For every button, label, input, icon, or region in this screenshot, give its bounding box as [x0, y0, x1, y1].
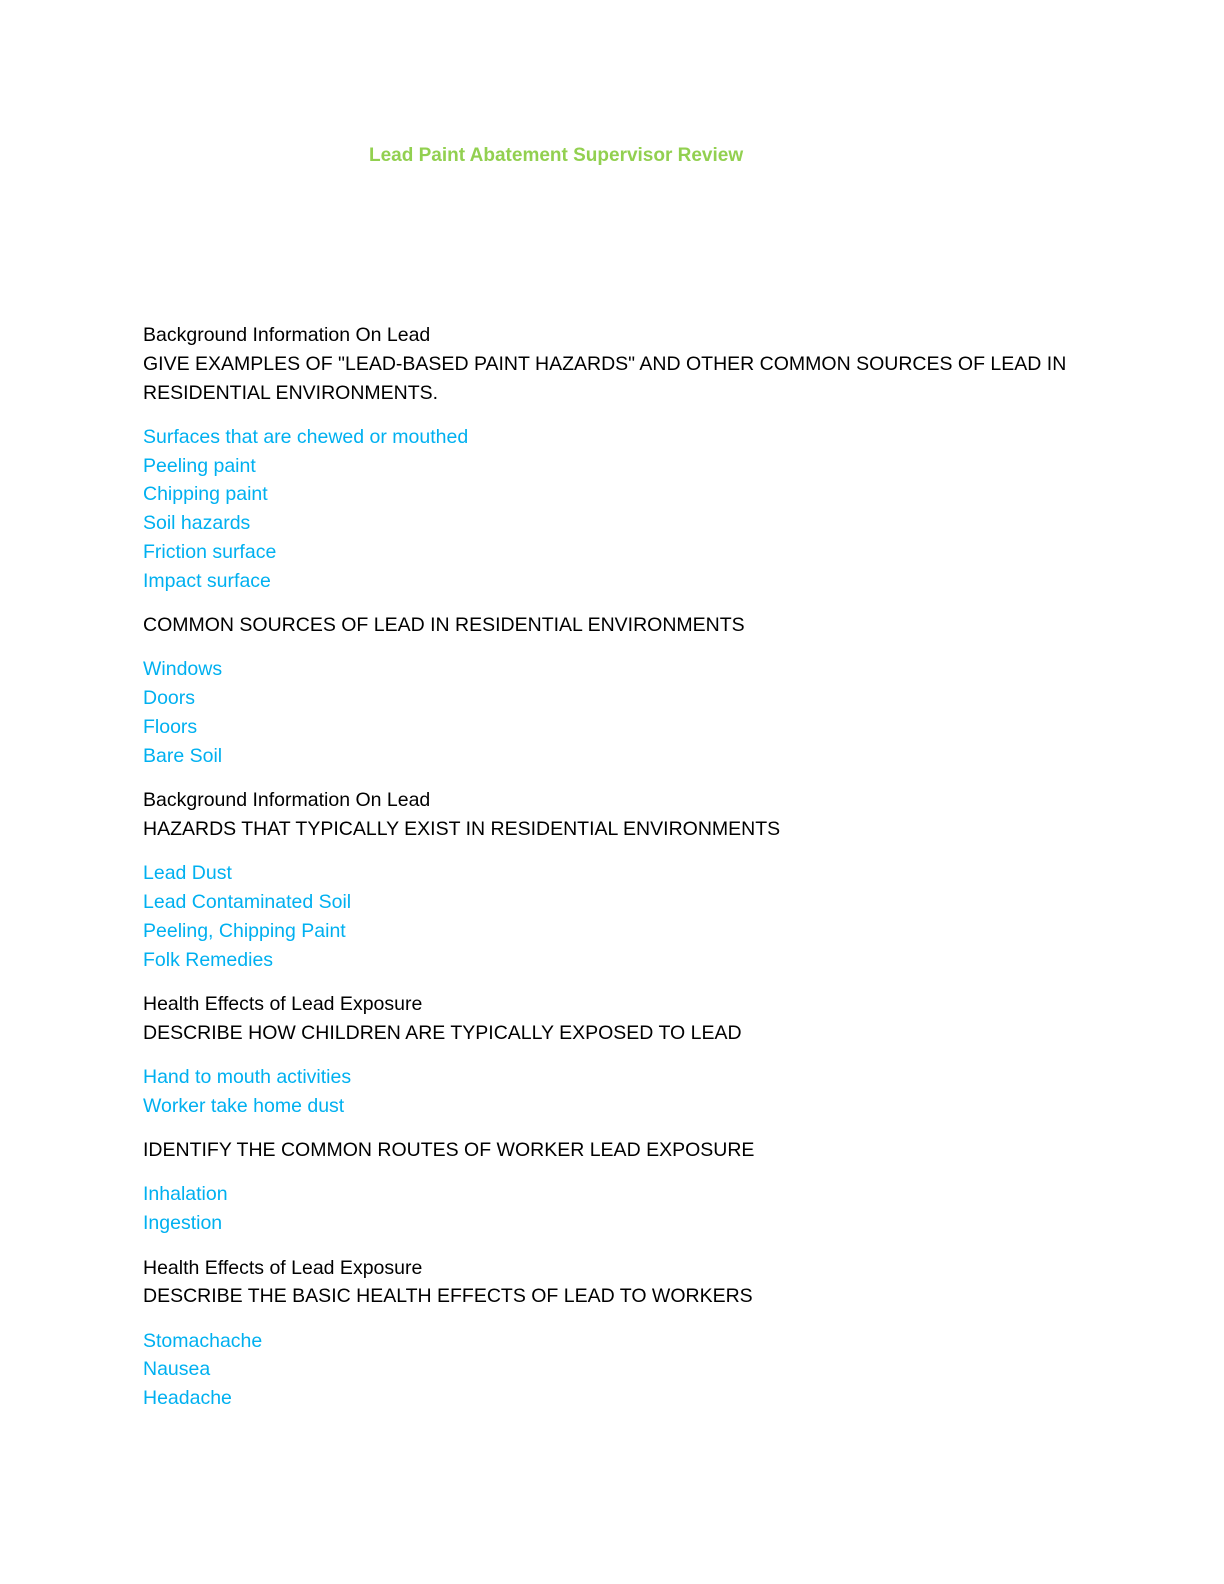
question-text: HAZARDS THAT TYPICALLY EXIST IN RESIDENTIAL ENVIRONMENTS [143, 817, 781, 840]
question-block [143, 611, 1043, 640]
answer-item: Nausea [143, 1358, 211, 1381]
question-block [143, 990, 1043, 1048]
answer-item: Surfaces that are chewed or mouthed [143, 425, 469, 448]
answer-item: Soil hazards [143, 512, 251, 535]
section-label: Health Effects of Lead Exposure [143, 992, 423, 1015]
answer-item: Lead Dust [143, 862, 232, 885]
answer-list [143, 655, 1043, 770]
answer-item: Headache [143, 1387, 232, 1410]
question-text: IDENTIFY THE COMMON ROUTES OF WORKER LEAD EXPOSURE [143, 1139, 755, 1162]
answer-list [143, 1063, 1043, 1121]
answer-item: Bare Soil [143, 744, 223, 767]
answer-item: Chipping paint [143, 483, 268, 506]
answer-item: Peeling, Chipping Paint [143, 919, 346, 942]
answer-item: Windows [143, 658, 223, 681]
question-block [143, 1136, 1043, 1165]
answer-item: Friction surface [143, 541, 277, 564]
answer-item: Inhalation [143, 1183, 228, 1206]
answer-item: Peeling paint [143, 454, 256, 477]
answer-item: Hand to mouth activities [143, 1066, 352, 1089]
section-label: Background Information On Lead [143, 324, 431, 346]
question-text: GIVE EXAMPLES OF "LEAD-BASED PAINT HAZARDS" AND OTHER COMMON SOURCES OF LEAD IN [143, 352, 1067, 375]
answer-item: Ingestion [143, 1212, 223, 1235]
answer-item: Impact surface [143, 569, 271, 592]
question-block [143, 786, 1043, 844]
question-block [143, 321, 1067, 407]
document-title: Lead Paint Abatement Supervisor Review [369, 145, 744, 166]
question-block [143, 1254, 1043, 1312]
question-text: RESIDENTIAL ENVIRONMENTS. [143, 381, 439, 404]
document-body [143, 321, 1067, 1429]
answer-list [143, 423, 1043, 596]
section-label: Health Effects of Lead Exposure [143, 1256, 423, 1279]
answer-list [143, 1180, 1043, 1238]
answer-item: Floors [143, 716, 198, 739]
answer-list [143, 1327, 1043, 1413]
answer-item: Folk Remedies [143, 948, 274, 971]
question-text: DESCRIBE HOW CHILDREN ARE TYPICALLY EXPOSED TO LEAD [143, 1021, 742, 1044]
answer-item: Worker take home dust [143, 1094, 345, 1117]
answer-item: Lead Contaminated Soil [143, 891, 352, 914]
section-label: Background Information On Lead [143, 789, 431, 812]
answer-item: Doors [143, 687, 196, 710]
answer-item: Stomachache [143, 1329, 263, 1352]
answer-list [143, 859, 1043, 974]
question-text: COMMON SOURCES OF LEAD IN RESIDENTIAL ENVIRONMENTS [143, 614, 745, 637]
question-text: DESCRIBE THE BASIC HEALTH EFFECTS OF LEAD TO WORKERS [143, 1285, 753, 1308]
